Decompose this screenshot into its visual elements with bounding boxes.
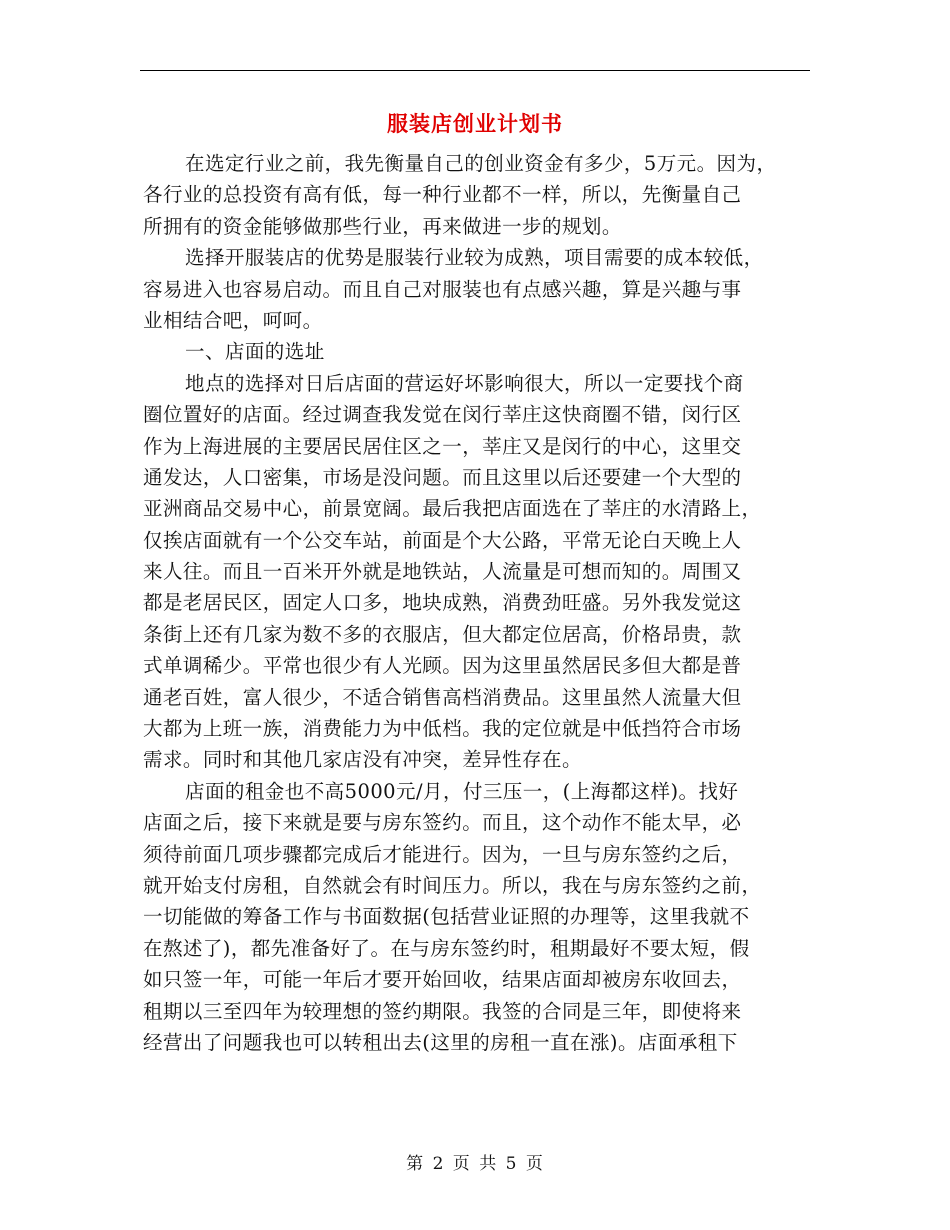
text-line: 一切能做的筹备工作与书面数据(包括营业证照的办理等，这里我就不 bbox=[143, 905, 750, 929]
text-line: 通老百姓，富人很少，不适合销售高档消费品。这里虽然人流量大但 bbox=[143, 685, 742, 709]
header-rule bbox=[140, 70, 810, 71]
text-line: 经营出了问题我也可以转租出去(这里的房租一直在涨)。店面承租下 bbox=[143, 1030, 738, 1054]
text-line: 在熬述了)，都先准备好了。在与房东签约时，租期最好不要太短，假 bbox=[143, 936, 750, 960]
text-line: 店面的租金也不高5000元/月，付三压一，(上海都这样)。找好 bbox=[185, 779, 739, 803]
text-line: 店面之后，接下来就是要与房东签约。而且，这个动作不能太早，必 bbox=[143, 811, 742, 835]
text-line: 在选定行业之前，我先衡量自己的创业资金有多少，5万元。因为， bbox=[185, 152, 777, 175]
text-line: 地点的选择对日后店面的营运好坏影响很大，所以一定要找个商 bbox=[185, 371, 744, 395]
text-line: 条街上还有几家为数不多的衣服店，但大都定位居高，价格昂贵，款 bbox=[143, 622, 742, 646]
text-line: 大都为上班一族，消费能力为中低档。我的定位就是中低挡符合市场 bbox=[143, 717, 742, 741]
text-line: 所拥有的资金能够做那些行业，再来做进一步的规划。 bbox=[143, 214, 622, 238]
text-line: 如只签一年，可能一年后才要开始回收，结果店面却被房东收回去， bbox=[143, 968, 742, 992]
text-line: 一、店面的选址 bbox=[185, 340, 325, 364]
text-line: 租期以三至四年为较理想的签约期限。我签的合同是三年，即使将来 bbox=[143, 999, 742, 1023]
text-line: 仅挨店面就有一个公交车站，前面是个大公路，平常无论白天晚上人 bbox=[143, 528, 742, 552]
document-body bbox=[143, 148, 828, 1058]
document-title: 服装店创业计划书 bbox=[387, 111, 563, 136]
text-line: 作为上海进展的主要居民居住区之一，莘庄又是闵行的中心，这里交 bbox=[143, 434, 742, 458]
text-line: 各行业的总投资有高有低，每一种行业都不一样，所以，先衡量自己 bbox=[143, 183, 742, 207]
text-line: 都是老居民区，固定人口多，地块成熟，消费劲旺盛。另外我发觉这 bbox=[143, 591, 742, 615]
text-line: 须待前面几项步骤都完成后才能进行。因为，一旦与房东签约之后， bbox=[143, 842, 742, 866]
text-line: 选择开服装店的优势是服装行业较为成熟，项目需要的成本较低， bbox=[185, 246, 764, 270]
text-line: 式单调稀少。平常也很少有人光顾。因为这里虽然居民多但大都是普 bbox=[143, 654, 742, 678]
text-line: 业相结合吧，呵呵。 bbox=[143, 308, 323, 332]
text-line: 容易进入也容易启动。而且自己对服装也有点感兴趣，算是兴趣与事 bbox=[143, 277, 742, 301]
text-line: 亚洲商品交易中心，前景宽阔。最后我把店面选在了莘庄的水清路上， bbox=[143, 497, 762, 521]
text-line: 需求。同时和其他几家店没有冲突，差异性存在。 bbox=[143, 748, 582, 772]
text-line: 就开始支付房租，自然就会有时间压力。所以，我在与房东签约之前， bbox=[143, 873, 762, 897]
text-line: 来人往。而且一百米开外就是地铁站，人流量是可想而知的。周围又 bbox=[143, 560, 742, 584]
page-number-footer: 第 2 页 共 5 页 bbox=[406, 1154, 544, 1174]
text-line: 通发达，人口密集，市场是没问题。而且这里以后还要建一个大型的 bbox=[143, 465, 742, 489]
text-line: 圈位置好的店面。经过调查我发觉在闵行莘庄这快商圈不错，闵行区 bbox=[143, 403, 742, 427]
